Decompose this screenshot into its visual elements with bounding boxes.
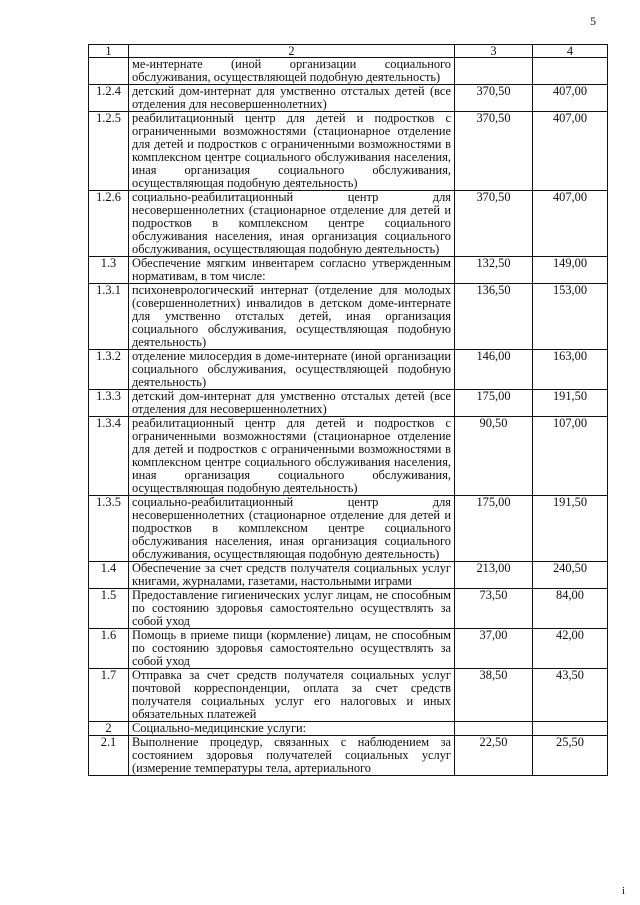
row-value-col4: 407,00 xyxy=(533,191,608,257)
row-description: Отправка за счет средств получателя социальных услуг почтовой корреспонденции, оплата за счет средств получателя социальных услуг его налоговых и иных обязательных платежей xyxy=(129,669,455,722)
table-row xyxy=(89,112,608,191)
table-row xyxy=(89,390,608,417)
row-value-col3: 22,50 xyxy=(455,736,533,776)
row-number: 1.4 xyxy=(89,562,129,589)
row-number: 1.3.5 xyxy=(89,496,129,562)
table-row xyxy=(89,85,608,112)
row-description: социально-реабилитационный центр для несовершеннолетних (стационарное отделение для детей и подростков в комплексном центре социального обслуживания населения, иная организация социального обслуживания, осуществляющая подобную деятельность) xyxy=(129,496,455,562)
row-description: реабилитационный центр для детей и подростков с ограниченными возможностями (стационарное отделение для детей и подростков с ограниченными возможностями в комплексном центре социального обслуживания населения, иная организация социального обслуживания, осуществляющая подобную деятельность) xyxy=(129,112,455,191)
row-description: Обеспечение мягким инвентарем согласно утвержденным нормативам, в том числе: xyxy=(129,257,455,284)
row-value-col4 xyxy=(533,58,608,85)
row-value-col3 xyxy=(455,722,533,736)
row-value-col3: 370,50 xyxy=(455,191,533,257)
row-description: детский дом-интернат для умственно отсталых детей (все отделения для несовершеннолетних) xyxy=(129,390,455,417)
row-value-col3: 146,00 xyxy=(455,350,533,390)
row-value-col3: 213,00 xyxy=(455,562,533,589)
table-row xyxy=(89,58,608,85)
row-description: отделение милосердия в доме-интернате (иной организации социального обслуживания, осуществляющей подобную деятельность) xyxy=(129,350,455,390)
row-value-col4: 163,00 xyxy=(533,350,608,390)
row-value-col3: 370,50 xyxy=(455,112,533,191)
row-description: ме-интернате (иной организации социального обслуживания, осуществляющей подобную деятельность) xyxy=(129,58,455,85)
row-value-col4: 43,50 xyxy=(533,669,608,722)
row-number: 1.3.3 xyxy=(89,390,129,417)
row-number: 1.2.6 xyxy=(89,191,129,257)
row-number: 1.2.4 xyxy=(89,85,129,112)
header-cell-2: 2 xyxy=(129,45,455,58)
row-description: Обеспечение за счет средств получателя социальных услуг книгами, журналами, газетами, настольными играми xyxy=(129,562,455,589)
row-value-col4: 191,50 xyxy=(533,496,608,562)
row-value-col3: 73,50 xyxy=(455,589,533,629)
row-value-col3: 38,50 xyxy=(455,669,533,722)
table-row xyxy=(89,350,608,390)
table-row xyxy=(89,589,608,629)
row-value-col3: 175,00 xyxy=(455,496,533,562)
row-number: 1.7 xyxy=(89,669,129,722)
row-number: 2.1 xyxy=(89,736,129,776)
page-number: 5 xyxy=(590,14,596,28)
tariff-table xyxy=(88,44,608,776)
row-description: Выполнение процедур, связанных с наблюдением за состоянием здоровья получателей социальных услуг (измерение температуры тела, артериального xyxy=(129,736,455,776)
row-description: реабилитационный центр для детей и подростков с ограниченными возможностями (стационарное отделение для детей и подростков с ограниченными возможностями в комплексном центре социального обслуживания населения, иная организация социального обслуживания, осуществляющая подобную деятельность) xyxy=(129,417,455,496)
row-number: 1.6 xyxy=(89,629,129,669)
row-number: 1.5 xyxy=(89,589,129,629)
table-row xyxy=(89,191,608,257)
row-value-col3: 175,00 xyxy=(455,390,533,417)
row-description: детский дом-интернат для умственно отсталых детей (все отделения для несовершеннолетних) xyxy=(129,85,455,112)
row-number: 1.3.4 xyxy=(89,417,129,496)
row-value-col4: 240,50 xyxy=(533,562,608,589)
row-value-col4: 407,00 xyxy=(533,85,608,112)
table-row xyxy=(89,736,608,776)
header-cell-4: 4 xyxy=(533,45,608,58)
row-number: 1.3.1 xyxy=(89,284,129,350)
row-value-col4: 153,00 xyxy=(533,284,608,350)
row-value-col4: 407,00 xyxy=(533,112,608,191)
row-number: 1.2.5 xyxy=(89,112,129,191)
row-value-col3: 90,50 xyxy=(455,417,533,496)
table-row xyxy=(89,257,608,284)
row-number: 2 xyxy=(89,722,129,736)
row-value-col3 xyxy=(455,58,533,85)
row-value-col3: 37,00 xyxy=(455,629,533,669)
table-row xyxy=(89,669,608,722)
table-row xyxy=(89,562,608,589)
row-value-col4: 191,50 xyxy=(533,390,608,417)
row-value-col4: 107,00 xyxy=(533,417,608,496)
row-value-col4: 84,00 xyxy=(533,589,608,629)
table-header-row xyxy=(89,45,608,58)
row-description: Помощь в приеме пищи (кормление) лицам, не способным по состоянию здоровья самостоятельно осуществлять за собой уход xyxy=(129,629,455,669)
row-value-col3: 136,50 xyxy=(455,284,533,350)
row-number: 1.3 xyxy=(89,257,129,284)
table-row xyxy=(89,417,608,496)
row-value-col3: 370,50 xyxy=(455,85,533,112)
row-value-col4: 25,50 xyxy=(533,736,608,776)
row-description: социально-реабилитационный центр для несовершеннолетних (стационарное отделение для детей и подростков в комплексном центре социального обслуживания населения, иная организация социального обслуживания, осуществляющая подобную деятельность) xyxy=(129,191,455,257)
row-value-col4: 149,00 xyxy=(533,257,608,284)
header-cell-1: 1 xyxy=(89,45,129,58)
row-value-col3: 132,50 xyxy=(455,257,533,284)
table-row xyxy=(89,284,608,350)
row-number: 1.3.2 xyxy=(89,350,129,390)
row-description: Предоставление гигиенических услуг лицам, не способным по состоянию здоровья самостоятельно осуществлять за собой уход xyxy=(129,589,455,629)
table-row xyxy=(89,722,608,736)
table-row xyxy=(89,629,608,669)
row-description: Социально-медицинские услуги: xyxy=(129,722,455,736)
row-description: психоневрологический интернат (отделение для молодых (совершеннолетних) инвалидов в детском доме-интернате для умственно отсталых детей, иная организация социального обслуживания, осуществляющая подобную деятельность) xyxy=(129,284,455,350)
row-number xyxy=(89,58,129,85)
row-value-col4 xyxy=(533,722,608,736)
header-cell-3: 3 xyxy=(455,45,533,58)
corner-mark: i xyxy=(622,885,626,897)
table-row xyxy=(89,496,608,562)
row-value-col4: 42,00 xyxy=(533,629,608,669)
